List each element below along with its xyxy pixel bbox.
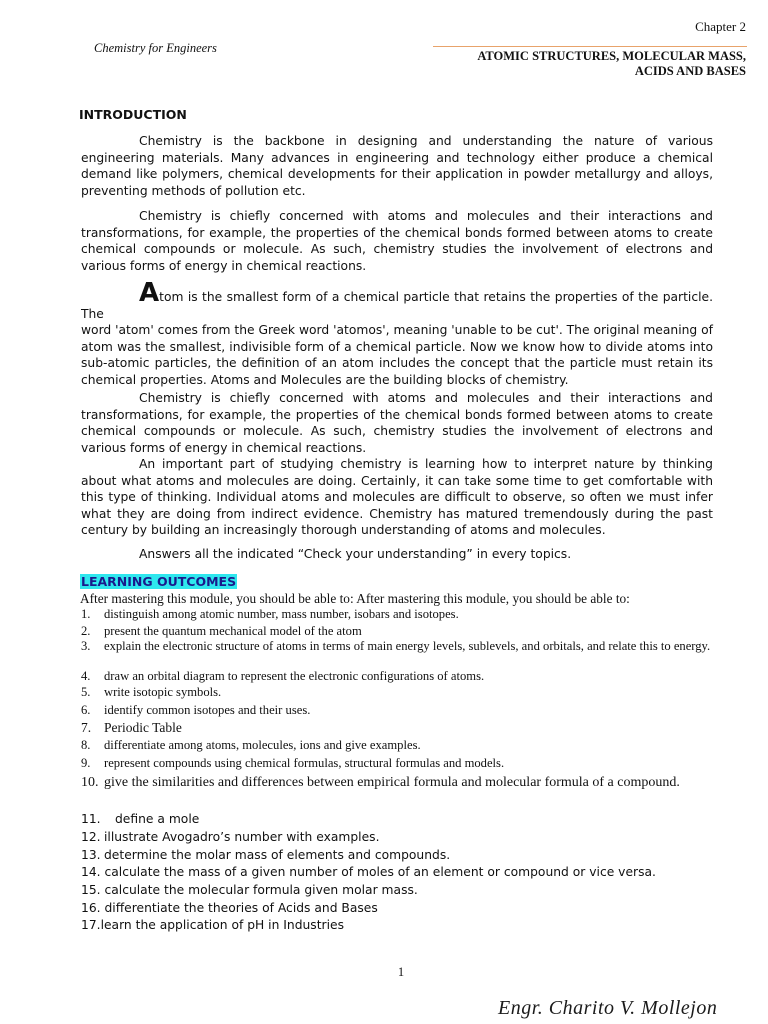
- paragraph-3-first-line: [81, 278, 713, 322]
- learning-outcomes-heading: LEARNING OUTCOMES: [81, 574, 237, 589]
- item-number: 1.: [81, 607, 91, 621]
- list-item: [81, 901, 713, 916]
- list-item: [81, 918, 713, 933]
- item-text: distinguish among atomic number, mass number, isobars and isotopes.: [104, 607, 459, 621]
- item-number: 14.: [81, 865, 101, 879]
- item-text: calculate the mass of a given number of moles of an element or compound or vice versa.: [104, 865, 656, 879]
- item-text: explain the electronic structure of atoms in terms of main energy levels, sublevels, and orbitals, and relate this to energy.: [104, 639, 711, 653]
- page-number: 1: [397, 965, 405, 979]
- list-item: [81, 607, 713, 622]
- paragraph-3-rest: word 'atom' comes from the Greek word 'atomos', meaning 'unable to be cut'. The original meaning of atom was the smallest, indivisible form of a chemical particle. Now we know how to divide atoms into sub-atomic particles, the definition of an atom includes the concept that the particle must retain its chemical properties. Atoms and Molecules are the building blocks of chemistry.: [81, 323, 713, 387]
- item-number: 6.: [81, 703, 91, 717]
- item-text: learn the application of pH in Industries: [100, 918, 344, 932]
- list-item: [81, 720, 713, 735]
- title-divider: [433, 46, 747, 47]
- item-text: differentiate the theories of Acids and Bases: [104, 901, 378, 915]
- intro-paragraph-4: Chemistry is chiefly concerned with atoms and molecules and their interactions and transformations, for example, the properties of the chemical bonds formed between atoms to create chemical compounds or molecule. As such, chemistry studies the involvement of electrons and various forms of energy in chemical reactions.: [81, 391, 713, 455]
- paragraph-3-first-text: tom is the smallest form of a chemical particle that retains the properties of the particle. The: [81, 290, 713, 321]
- intro-paragraph-3: [81, 278, 713, 388]
- item-number: 7.: [81, 720, 92, 735]
- list-item: [81, 756, 713, 771]
- item-number: 4.: [81, 669, 91, 683]
- list-item: [81, 848, 713, 863]
- item-number: 10.: [81, 775, 99, 790]
- item-text: write isotopic symbols.: [104, 685, 222, 699]
- author-signature: Engr. Charito V. Mollejon: [498, 997, 718, 1019]
- item-number: 2.: [81, 624, 91, 638]
- item-number: 8.: [81, 738, 91, 752]
- list-item: [81, 669, 713, 684]
- item-text: give the similarities and differences between empirical formula and molecular formula of a compound.: [104, 775, 680, 790]
- item-text: determine the molar mass of elements and compounds.: [104, 848, 451, 862]
- item-number: 17.: [81, 918, 101, 932]
- list-item: [81, 883, 713, 898]
- item-number: 3.: [81, 639, 91, 653]
- list-item: [81, 703, 713, 718]
- intro-paragraph-5: An important part of studying chemistry is learning how to interpret nature by thinking about what atoms and molecules are doing. Certainly, it can take some time to get comfortable with this type of thinking. Individual atoms and molecules are difficult to observe, so often we must infer what they are doing from indirect evidence. Chemistry has matured tremendously during the past century by building an increasingly thorough understanding of atoms and molecules.: [81, 457, 713, 537]
- list-item: [81, 639, 713, 654]
- item-text: identify common isotopes and their uses.: [104, 703, 311, 717]
- intro-paragraph-1: Chemistry is the backbone in designing and understanding the nature of various engineering materials. Many advances in engineering and technology either produce a chemical demand like polymers, chemical developments for their application in powder metallurgy and alloys, preventing methods of pollution etc.: [81, 134, 713, 198]
- list-item: [81, 865, 713, 880]
- list-item: [81, 624, 713, 639]
- chapter-title-line-2: ACIDS AND BASES: [634, 64, 746, 78]
- item-text: draw an orbital diagram to represent the electronic configurations of atoms.: [104, 669, 485, 683]
- item-number: 11.: [81, 812, 101, 826]
- item-text: illustrate Avogadro’s number with examples.: [104, 830, 380, 844]
- list-item: [81, 772, 713, 793]
- item-number: 13.: [81, 848, 101, 862]
- list-item: [81, 738, 713, 753]
- item-number: 15.: [81, 883, 101, 897]
- list-item: [81, 830, 713, 845]
- list-item: [81, 812, 713, 827]
- item-number: 12.: [81, 830, 101, 844]
- chapter-title-line-1: ATOMIC STRUCTURES, MOLECULAR MASS,: [477, 49, 746, 63]
- chapter-title: [416, 49, 746, 79]
- item-text: calculate the molecular formula given molar mass.: [104, 883, 418, 897]
- introduction-heading: INTRODUCTION: [79, 107, 187, 122]
- list-item: [81, 685, 713, 700]
- item-number: 9.: [81, 756, 91, 770]
- drop-cap-letter: A: [139, 278, 160, 308]
- intro-paragraph-2: Chemistry is chiefly concerned with atoms and molecules and their interactions and transformations, for example, the properties of the chemical bonds formed between atoms to create chemical compounds or molecule. As such, chemistry studies the involvement of electrons and various forms of energy in chemical reactions.: [81, 209, 713, 273]
- check-understanding-note: Answers all the indicated “Check your understanding” in every topics.: [139, 547, 572, 561]
- chapter-label: Chapter 2: [695, 19, 746, 34]
- item-text: present the quantum mechanical model of the atom: [104, 624, 362, 638]
- item-text: define a mole: [115, 812, 200, 826]
- book-title: Chemistry for Engineers: [94, 41, 217, 55]
- item-text: Periodic Table: [104, 720, 182, 735]
- item-text: represent compounds using chemical formulas, structural formulas and models.: [104, 756, 505, 770]
- item-number: 5.: [81, 685, 91, 699]
- item-text: differentiate among atoms, molecules, ions and give examples.: [104, 738, 421, 752]
- learning-outcomes-intro: After mastering this module, you should be able to: After mastering this module, you should be able to:: [80, 591, 630, 606]
- item-number: 16.: [81, 901, 101, 915]
